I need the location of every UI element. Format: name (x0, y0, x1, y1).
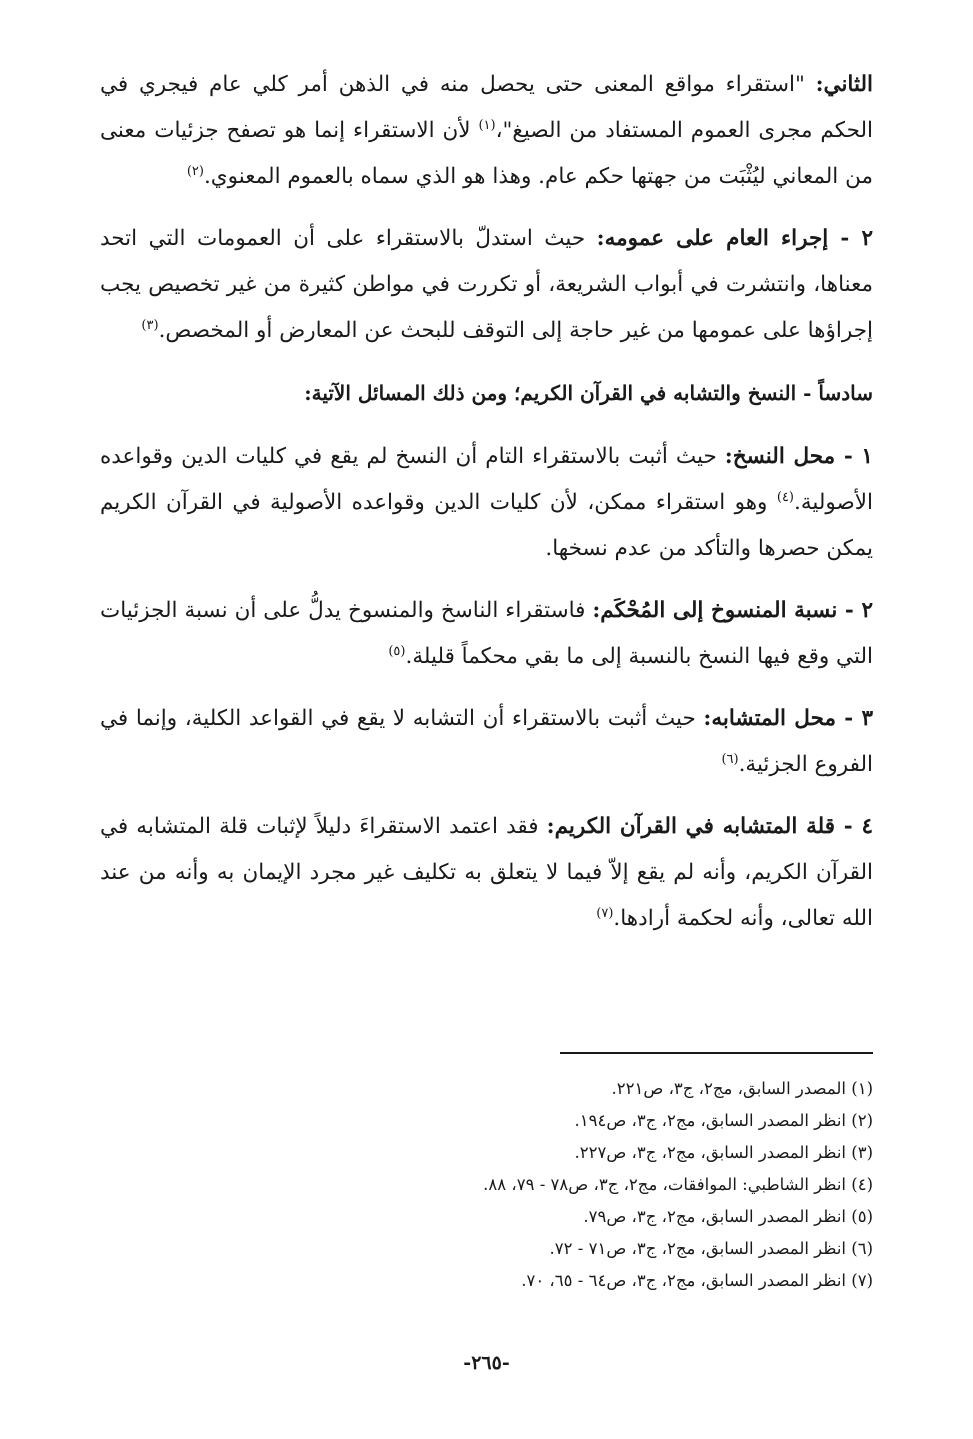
footnote-item: (١) المصدر السابق، مج٢، ج٣، ص٢٢١. (611, 1079, 873, 1098)
paragraph-label: ٤ - قلة المتشابه في القرآن الكريم: (546, 814, 873, 839)
footnote-item: (٢) انظر المصدر السابق، مج٢، ج٣، ص١٩٤. (574, 1111, 873, 1130)
paragraph-general-on-generality (100, 216, 873, 354)
paragraph-abrogation-locus (100, 434, 873, 572)
footnote-ref[interactable]: (١) (478, 117, 496, 133)
section-heading: سادساً - النسخ والتشابه في القرآن الكريم؛ ومن ذلك المسائل الآتية: (304, 381, 873, 405)
paragraph-label: ٣ - محل المتشابه: (703, 706, 873, 731)
footnote-ref[interactable]: (٣) (141, 317, 159, 333)
paragraph-label: ٢ - إجراء العام على عمومه: (596, 226, 873, 251)
footnotes-list (100, 1073, 873, 1297)
paragraph-label: ٢ - نسبة المنسوخ إلى المُحْكَم: (592, 598, 874, 623)
footnote-separator (560, 1052, 873, 1054)
footnote-item: (٤) انظر الشاطبي: الموافقات، مج٢، ج٣، ص٧٨ - ٧٩، ٨٨. (483, 1175, 873, 1194)
paragraph-text: فقد اعتمد الاستقراءَ دليلاً لإثبات قلة المتشابه في القرآن الكريم، وأنه لم يقع إلاّ فيما لا يتعلق به تكليف غير مجرد الإيمان به وأنه من عند الله تعالى، وأنه لحكمة أرادها. (100, 814, 873, 931)
footnote-item: (٥) انظر المصدر السابق، مج٢، ج٣، ص٧٩. (583, 1207, 873, 1226)
main-text (100, 62, 873, 958)
paragraph-text: حيث أثبت بالاستقراء أن التشابه لا يقع في القواعد الكلية، وإنما في الفروع الجزئية. (100, 706, 873, 777)
paragraph-text: "استقراء مواقع المعنى حتى يحصل منه في الذهن أمر كلي عام فيجري في الحكم مجرى العموم المستفاد من الصيغ"، (100, 72, 873, 143)
page-number: -٢٦٥- (463, 1352, 510, 1374)
footnote-item: (٣) انظر المصدر السابق، مج٢، ج٣، ص٢٢٧. (574, 1143, 873, 1162)
footnote-ref[interactable]: (٤) (776, 489, 794, 505)
footnote-item: (٧) انظر المصدر السابق، مج٢، ج٣، ص٦٤ - ٦٥، ٧٠. (521, 1271, 873, 1290)
paragraph-text: وهو استقراء ممكن، لأن كليات الدين وقواعده الأصولية في القرآن الكريم يمكن حصرها والتأكد من عدم نسخها. (100, 490, 873, 561)
footnote-item: (٦) انظر المصدر السابق، مج٢، ج٣، ص٧١ - ٧٢. (549, 1239, 873, 1258)
paragraph-text: لأن الاستقراء إنما هو تصفح جزئيات معنى من المعاني ليُثْبَت من جهتها حكم عام. وهذا هو الذي سماه بالعموم المعنوي. (100, 118, 873, 189)
paragraph-ambiguity-scarcity (100, 804, 873, 942)
paragraph-label: الثاني: (815, 72, 873, 97)
footnote-ref[interactable]: (٦) (721, 751, 739, 767)
footnote-ref[interactable]: (٢) (186, 163, 204, 179)
footnote-ref[interactable]: (٥) (388, 643, 406, 659)
paragraph-ambiguity-locus (100, 696, 873, 788)
paragraph-second-definition (100, 62, 873, 200)
footnote-ref[interactable]: (٧) (596, 905, 614, 921)
paragraph-label: ١ - محل النسخ: (724, 444, 873, 469)
paragraph-text: حيث استدلّ بالاستقراء على أن العمومات التي اتحد معناها، وانتشرت في أبواب الشريعة، أو تكررت في مواطن كثيرة من غير تخصيص يجب إجراؤها على عمومها من غير حاجة إلى التوقف للبحث عن المعارض أو المخصص. (100, 226, 873, 343)
paragraph-text: فاستقراء الناسخ والمنسوخ يدلُّ على أن نسبة الجزئيات التي وقع فيها النسخ بالنسبة إلى ما بقي محكماً قليلة. (100, 598, 873, 669)
paragraph-abrogated-ratio (100, 588, 873, 680)
paragraph-text: حيث أثبت بالاستقراء التام أن النسخ لم يقع في كليات الدين وقواعده الأصولية. (100, 444, 873, 515)
